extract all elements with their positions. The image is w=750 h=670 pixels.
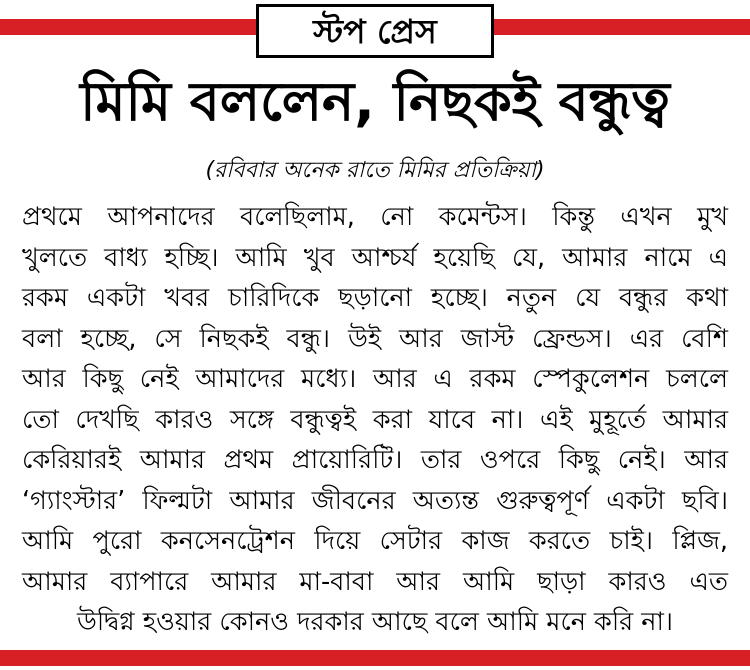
bottom-red-rule (0, 650, 750, 666)
body-line: ‘গ্যাংস্টার’ ফিল্মটা আমার জীবনের অত্যন্ত গুরুত্বপূর্ণ একটা ছবি। (22, 485, 728, 516)
body-line: রকম একটা খবর চারিদিকে ছড়ানো হচ্ছে। নতুন যে বন্ধুর কথা (22, 283, 728, 313)
body-line: আমি পুরো কনসেনট্রেশন দিয়ে সেটার কাজ করতে চাই। প্লিজ, (22, 526, 728, 556)
body-line: আমার ব্যাপারে আমার মা-বাবা আর আমি ছাড়া কারও এত (22, 566, 728, 597)
kicker-text: স্টপ প্রেস (313, 11, 437, 51)
headline: মিমি বললেন, নিছকই বন্ধুত্ব (80, 70, 670, 133)
article-body (22, 197, 728, 643)
body-line: খুলতে বাধ্য হচ্ছি। আমি খুব আশ্চর্য হয়েছি যে, আমার নামে এ (22, 242, 728, 273)
body-line: প্রথমে আপনাদের বলেছিলাম, নো কমেন্টস। কিন্তু এখন মুখ (22, 202, 728, 232)
stop-press-kicker (256, 4, 494, 58)
body-line: কেরিয়ারই আমার প্রথম প্রায়োরিটি। তার ওপরে কিছু নেই। আর (22, 445, 728, 475)
body-line: উদ্বিগ্ন হওয়ার কোনও দরকার আছে বলে আমি মনে করি না। (76, 607, 674, 637)
body-line: আর কিছু নেই আমাদের মধ্যে। আর এ রকম স্পেকুলেশন চললে (22, 364, 728, 394)
body-line: বলা হচ্ছে, সে নিছকই বন্ধু। উই আর জাস্ট ফ্রেন্ডস। এর বেশি (22, 323, 728, 354)
subheadline: (রবিবার অনেক রাতে মিমির প্রতিক্রিয়া) (205, 158, 545, 183)
body-line: তো দেখছি কারও সঙ্গে বন্ধুত্বই করা যাবে না। এই মুহূর্তে আমার (22, 404, 728, 435)
